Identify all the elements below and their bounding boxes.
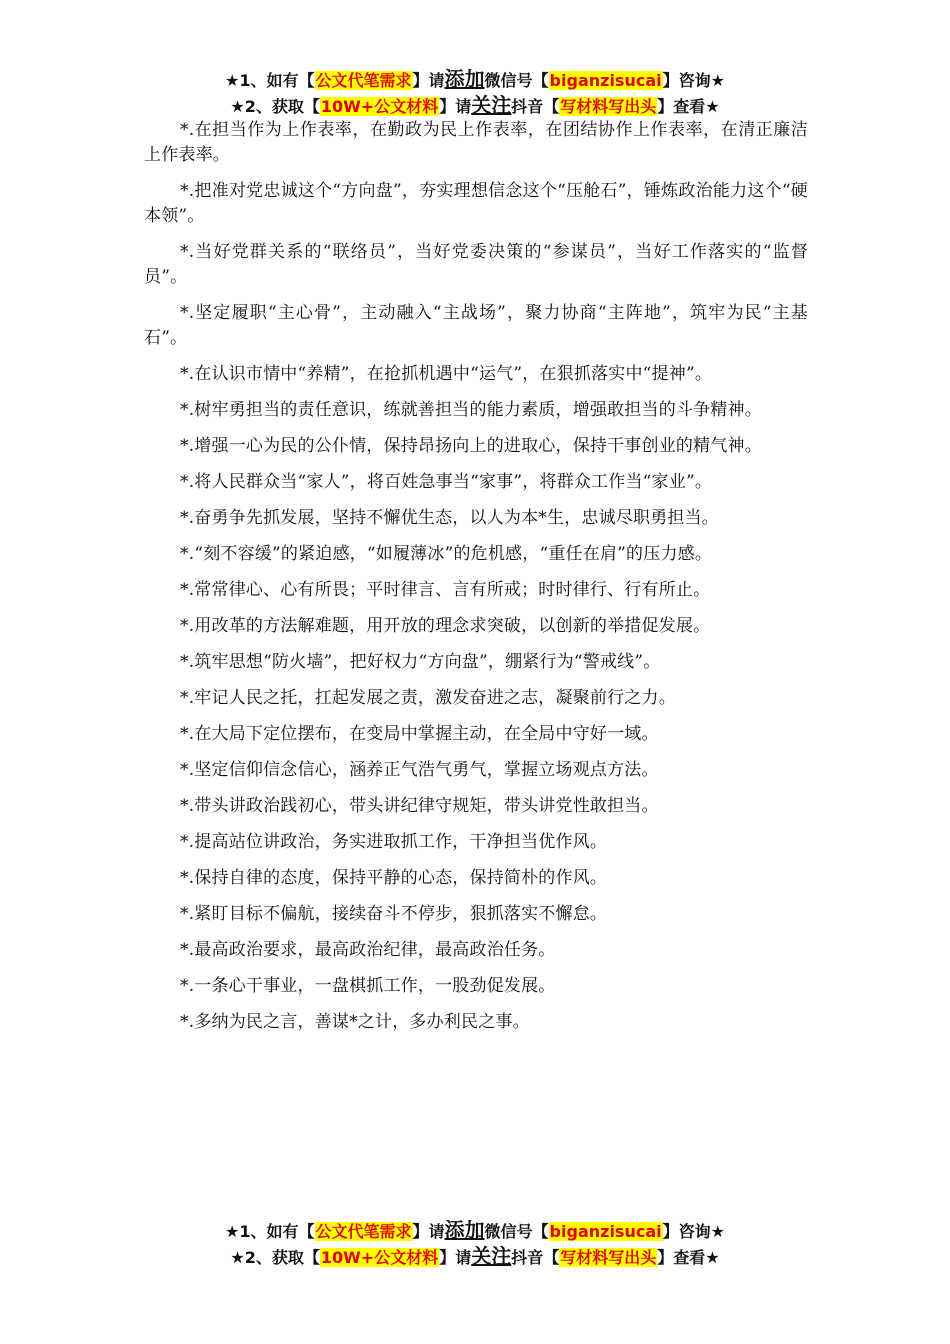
banner-text: 微信号【	[484, 71, 549, 90]
banner-text: 】咨询★	[662, 71, 725, 90]
body-paragraph: *.“刻不容缓”的紧迫感，“如履薄冰”的危机感，“重任在肩”的压力感。	[180, 544, 713, 564]
banner-text: 】请	[412, 71, 445, 90]
banner-text: 抖音【	[511, 1248, 560, 1267]
highlight-douyin-id: 写材料写出头	[560, 1248, 657, 1267]
body-paragraph: *.在认识市情中“养精”，在抢抓机遇中“运气”，在狠抓落实中“提神”。	[180, 364, 713, 384]
banner-text: ★2、获取【	[230, 1248, 320, 1267]
highlight-service: 公文代笔需求	[315, 71, 412, 90]
bottom-banner	[0, 1217, 950, 1269]
body-paragraph: *.奋勇争先抓发展，坚持不懈优生态，以人为本*生，忠诚尽职勇担当。	[180, 508, 720, 528]
banner-text: 】请	[439, 97, 472, 116]
body-paragraph: *.在大局下定位摆布，在变局中掌握主动，在全局中守好一域。	[180, 724, 659, 744]
body-paragraph: *.带头讲政治践初心，带头讲纪律守规矩，带头讲党性敢担当。	[180, 796, 659, 816]
body-paragraph: *.当好党群关系的“联络员”，当好党委决策的“参谋员”，当好工作落实的“监督员”。	[144, 242, 808, 287]
body-paragraph: *.提高站位讲政治，务实进取抓工作，干净担当优作风。	[180, 832, 608, 852]
banner-text: 】请	[439, 1248, 472, 1267]
body-paragraph: *.用改革的方法解难题，用开放的理念求突破，以创新的举措促发展。	[180, 616, 711, 636]
banner-emphasis: 关注	[471, 93, 512, 117]
banner-text: 微信号【	[484, 1222, 549, 1241]
body-paragraph: *.一条心干事业，一盘棋抓工作，一股劲促发展。	[180, 976, 556, 996]
body-paragraph: *.树牢勇担当的责任意识，练就善担当的能力素质，增强敢担当的斗争精神。	[180, 400, 762, 420]
body-paragraph: *.紧盯目标不偏航，接续奋斗不停步，狠抓落实不懈怠。	[180, 904, 608, 924]
banner-text: 】查看★	[657, 97, 720, 116]
banner-line-1	[0, 66, 950, 92]
banner-text: 抖音【	[511, 97, 560, 116]
banner-line-2	[0, 1243, 950, 1269]
highlight-materials: 10W+公文材料	[320, 1248, 439, 1267]
body-paragraph: *.增强一心为民的公仆情，保持昂扬向上的进取心，保持干事创业的精气神。	[180, 436, 762, 456]
banner-emphasis: 添加	[444, 67, 485, 91]
banner-text: ★2、获取【	[230, 97, 320, 116]
banner-text: ★1、如有【	[225, 71, 315, 90]
body-paragraph: *.在担当作为上作表率，在勤政为民上作表率，在团结协作上作表率，在清正廉洁上作表率。	[144, 120, 808, 165]
banner-emphasis: 添加	[444, 1218, 485, 1242]
banner-emphasis: 关注	[471, 1244, 512, 1268]
banner-line-1	[0, 1217, 950, 1243]
top-banner	[0, 66, 950, 118]
body-paragraph: *.坚定信仰信念信心，涵养正气浩气勇气，掌握立场观点方法。	[180, 760, 659, 780]
highlight-service: 公文代笔需求	[315, 1222, 412, 1241]
banner-line-2	[0, 92, 950, 118]
highlight-douyin-id: 写材料写出头	[560, 97, 657, 116]
banner-text: 】查看★	[657, 1248, 720, 1267]
body-paragraph: *.牢记人民之托，扛起发展之责，激发奋进之志，凝聚前行之力。	[180, 688, 676, 708]
highlight-wechat-id: biganzisucai	[549, 1222, 662, 1241]
banner-text: ★1、如有【	[225, 1222, 315, 1241]
highlight-materials: 10W+公文材料	[320, 97, 439, 116]
body-paragraph: *.筑牢思想“防火墙”，把好权力“方向盘”，绷紧行为“警戒线”。	[180, 652, 661, 672]
body-paragraph: *.最高政治要求，最高政治纪律，最高政治任务。	[180, 940, 556, 960]
banner-text: 】请	[412, 1222, 445, 1241]
banner-text: 】咨询★	[662, 1222, 725, 1241]
body-paragraph: *.将人民群众当“家人”，将百姓急事当“家事”，将群众工作当“家业”。	[180, 472, 713, 492]
body-paragraph: *.多纳为民之言，善谋*之计，多办利民之事。	[180, 1012, 530, 1032]
body-paragraph: *.常常律心、心有所畏；平时律言、言有所戒；时时律行、行有所止。	[180, 580, 711, 600]
body-paragraph: *.保持自律的态度，保持平静的心态，保持简朴的作风。	[180, 868, 608, 888]
highlight-wechat-id: biganzisucai	[549, 71, 662, 90]
body-paragraph: *.把准对党忠诚这个“方向盘”，夯实理想信念这个“压舱石”，锤炼政治能力这个“硬本领”。	[144, 181, 808, 226]
body-paragraph: *.坚定履职“主心骨”，主动融入“主战场”，聚力协商“主阵地”，筑牢为民“主基石”。	[144, 303, 808, 348]
document-body	[144, 118, 808, 1046]
